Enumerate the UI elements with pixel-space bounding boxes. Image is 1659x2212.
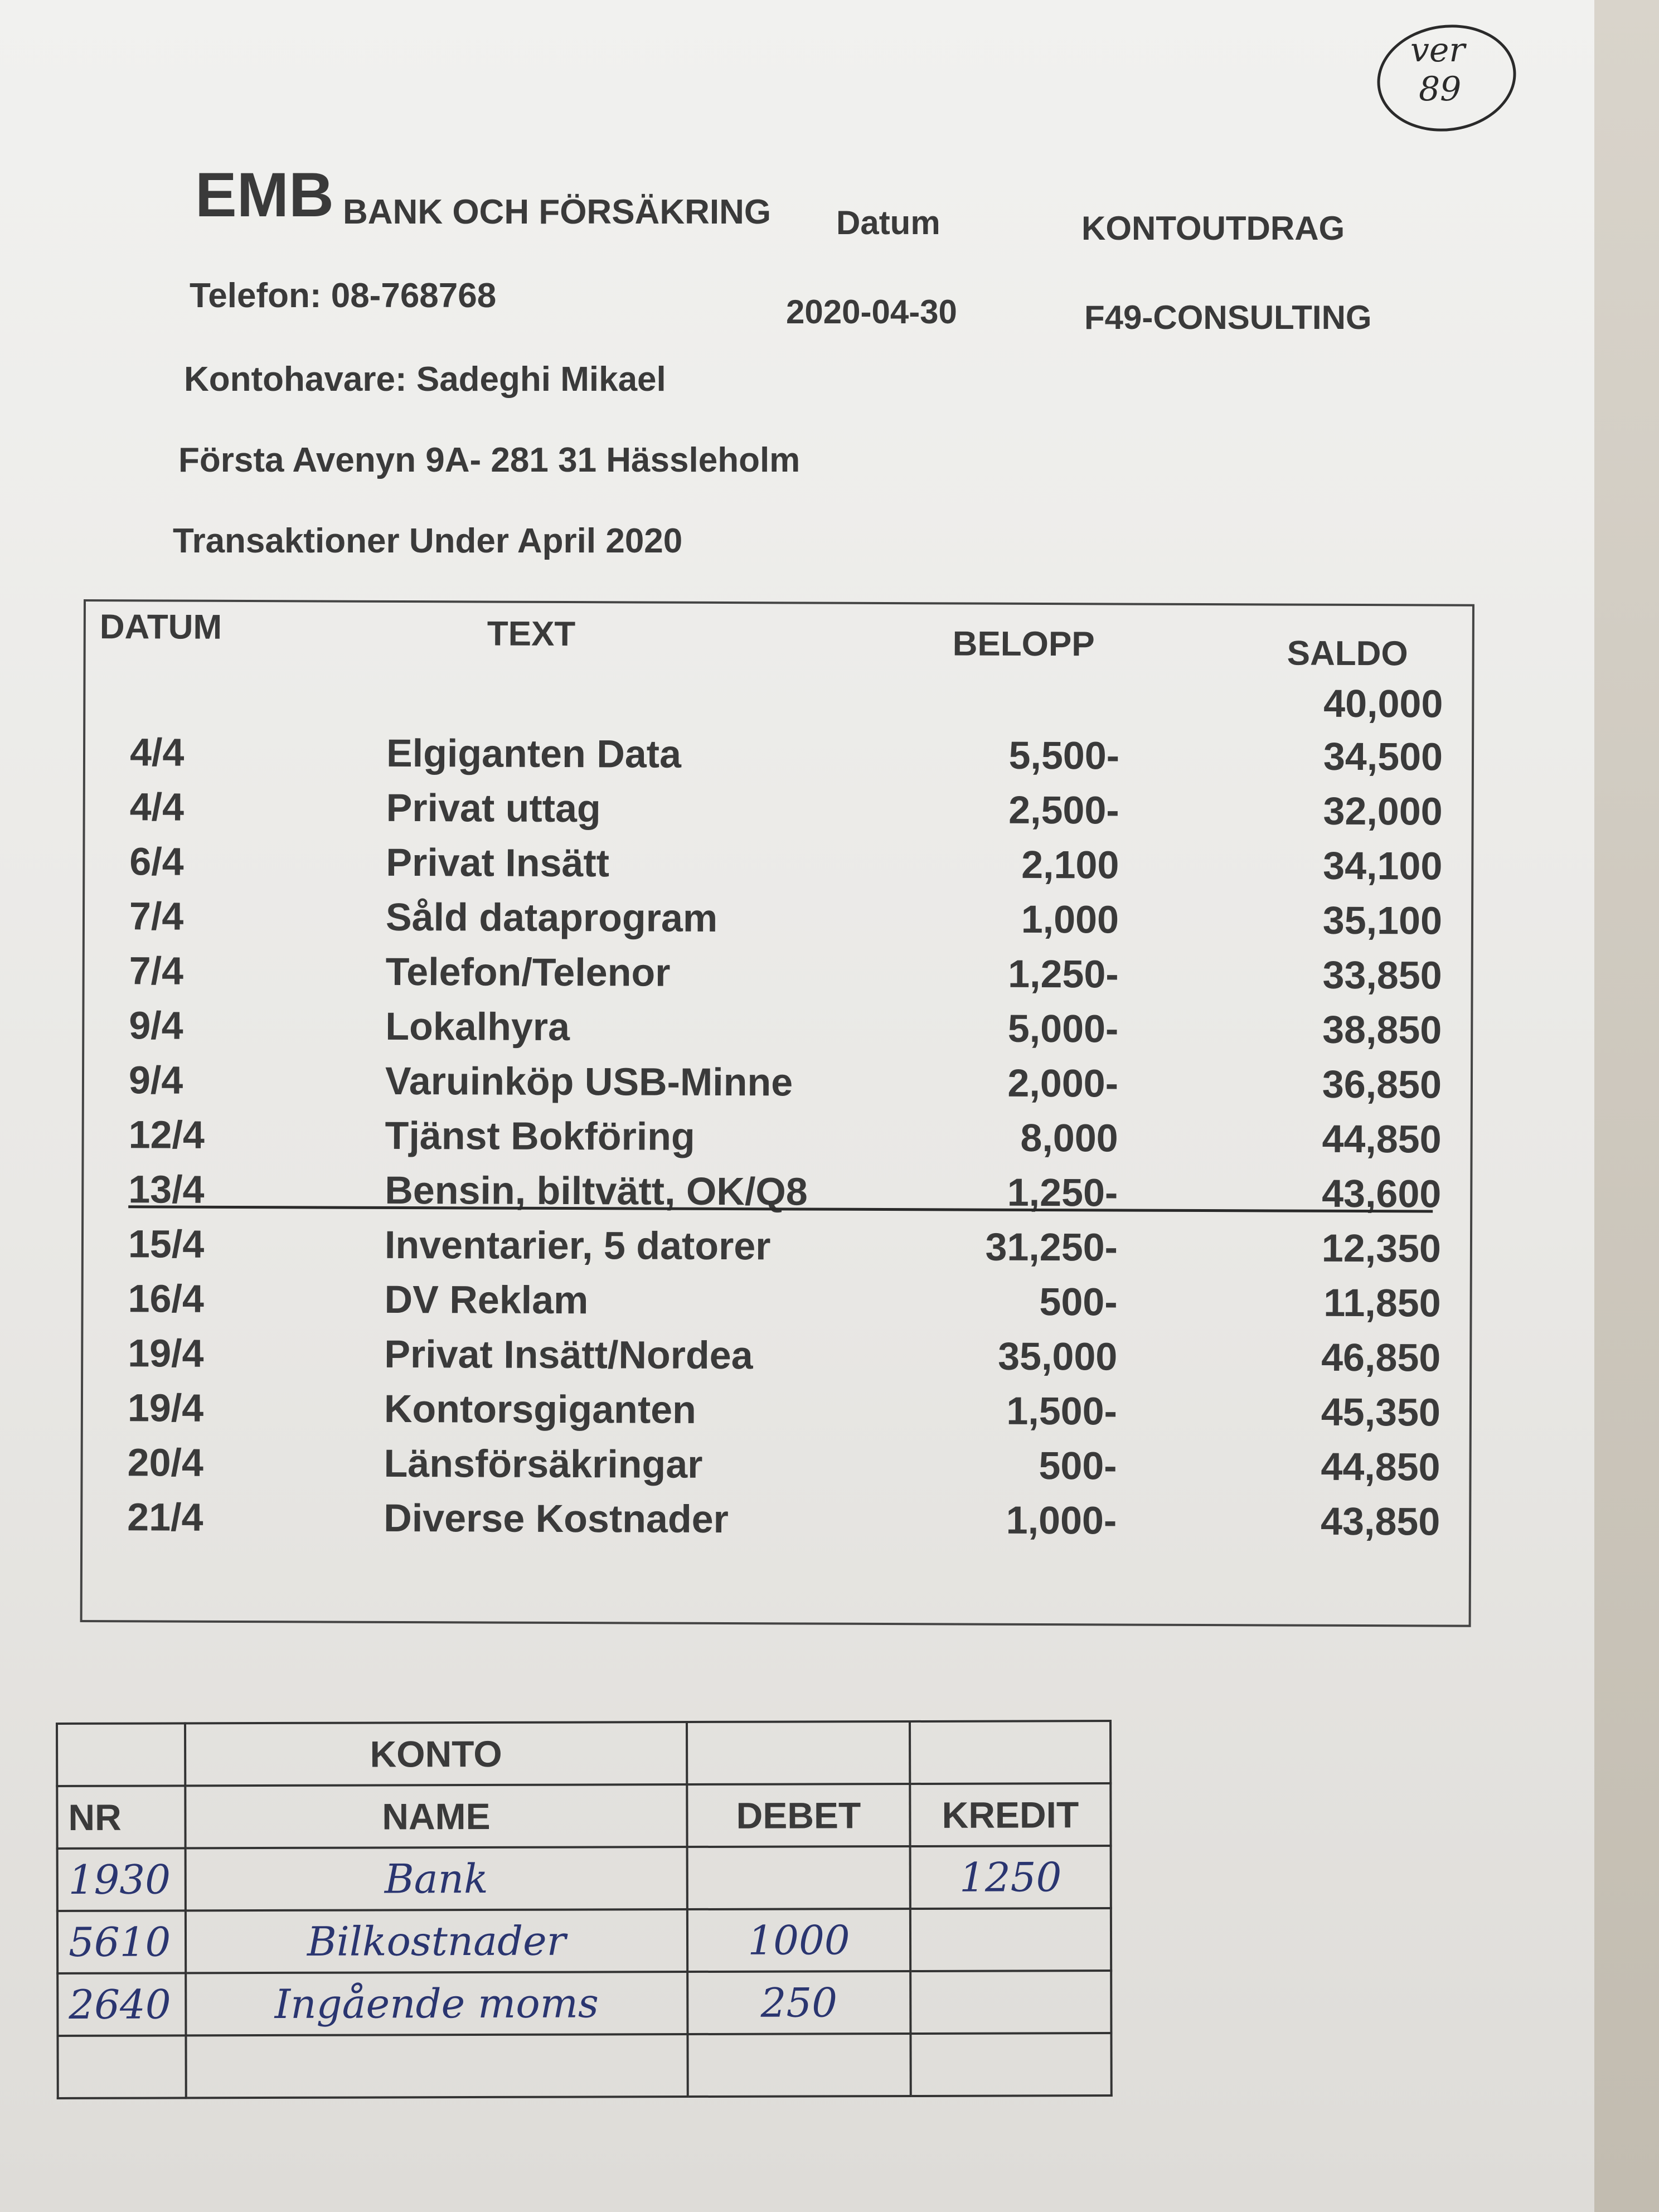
nr-header: NR bbox=[57, 1786, 185, 1849]
opening-balance: 40,000 bbox=[1323, 681, 1443, 726]
account-holder: Kontohavare: Sadeghi Mikael bbox=[184, 360, 666, 399]
transaction-amount: 2,000- bbox=[1007, 1061, 1119, 1105]
account-header-row-2 bbox=[57, 1783, 1110, 1849]
name-header: NAME bbox=[185, 1784, 687, 1848]
transaction-amount: 31,250- bbox=[985, 1225, 1118, 1269]
transaction-date: 20/4 bbox=[127, 1440, 203, 1485]
account-name: Bilkostnader bbox=[186, 1909, 687, 1973]
transaction-row bbox=[85, 839, 1476, 899]
transaction-amount: 1,000 bbox=[1021, 897, 1119, 942]
transaction-amount: 1,000- bbox=[1006, 1498, 1117, 1542]
transaction-amount: 500- bbox=[1039, 1443, 1117, 1488]
transaction-date: 15/4 bbox=[128, 1222, 205, 1266]
transaction-row bbox=[83, 1276, 1474, 1336]
transaction-row bbox=[83, 1440, 1473, 1500]
transaction-balance: 33,850 bbox=[1322, 953, 1442, 997]
document-type: KONTOUTDRAG bbox=[1081, 210, 1345, 247]
account-debet bbox=[687, 1846, 910, 1909]
col-header-text: TEXT bbox=[487, 614, 576, 654]
account-table bbox=[56, 1720, 1113, 2099]
transaction-date: 4/4 bbox=[129, 785, 185, 829]
transaction-balance: 34,100 bbox=[1323, 843, 1443, 888]
phone-number: Telefon: 08-768768 bbox=[190, 276, 497, 315]
bank-name: BANK OCH FÖRSÄKRING bbox=[343, 193, 772, 231]
col-header-amount: BELOPP bbox=[952, 624, 1095, 664]
transaction-balance: 44,850 bbox=[1321, 1444, 1440, 1489]
transaction-row bbox=[85, 784, 1476, 844]
account-kredit: 1250 bbox=[910, 1846, 1111, 1909]
transaction-balance: 44,850 bbox=[1322, 1117, 1442, 1161]
datum-label: Datum bbox=[836, 204, 940, 241]
transaction-balance: 12,350 bbox=[1321, 1226, 1442, 1270]
transaction-row bbox=[85, 730, 1476, 789]
account-kredit bbox=[910, 1971, 1111, 2034]
transaction-date: 6/4 bbox=[129, 840, 184, 884]
transaction-date: 13/4 bbox=[128, 1167, 205, 1211]
transaction-text: Tjänst Bokföring bbox=[385, 1113, 695, 1158]
transaction-row bbox=[84, 1003, 1475, 1063]
col-header-balance: SALDO bbox=[1287, 634, 1408, 673]
transaction-amount: 1,500- bbox=[1006, 1389, 1118, 1433]
transaction-row bbox=[85, 894, 1476, 953]
transaction-balance: 45,350 bbox=[1321, 1390, 1441, 1434]
statement-date: 2020-04-30 bbox=[786, 293, 957, 331]
transaction-text: Diverse Kostnader bbox=[384, 1496, 729, 1541]
transaction-balance: 38,850 bbox=[1322, 1007, 1442, 1052]
account-nr: 2640 bbox=[57, 1973, 186, 2036]
transaction-amount: 8,000 bbox=[1020, 1115, 1118, 1160]
transaction-text: Privat Insätt bbox=[386, 840, 610, 885]
debet-header: DEBET bbox=[687, 1784, 910, 1847]
statement-period: Transaktioner Under April 2020 bbox=[173, 522, 683, 560]
transaction-amount: 2,100 bbox=[1021, 842, 1119, 887]
transaction-amount: 35,000 bbox=[998, 1334, 1118, 1379]
transaction-text: Länsförsäkringar bbox=[384, 1441, 703, 1486]
transaction-balance: 43,850 bbox=[1320, 1499, 1440, 1544]
transaction-row bbox=[83, 1331, 1474, 1390]
transaction-text: Telefon/Telenor bbox=[385, 949, 671, 995]
transaction-amount: 1,250- bbox=[1007, 1170, 1118, 1215]
verification-label: ver bbox=[1410, 31, 1466, 70]
konto-header: KONTO bbox=[185, 1722, 687, 1786]
transaction-text: Elgiganten Data bbox=[386, 731, 682, 776]
transaction-row bbox=[84, 1112, 1474, 1172]
transaction-amount: 5,500- bbox=[1008, 733, 1120, 778]
kredit-header: KREDIT bbox=[910, 1783, 1110, 1846]
transaction-text: Privat uttag bbox=[386, 785, 601, 831]
transaction-date: 12/4 bbox=[128, 1113, 205, 1157]
col-header-date: DATUM bbox=[99, 608, 222, 647]
transaction-date: 4/4 bbox=[129, 730, 185, 774]
transactions-table bbox=[80, 599, 1474, 1627]
transaction-balance: 36,850 bbox=[1322, 1062, 1442, 1107]
address: Första Avenyn 9A- 281 31 Hässleholm bbox=[178, 441, 801, 479]
transaction-balance: 46,850 bbox=[1321, 1335, 1441, 1380]
transaction-row bbox=[84, 1221, 1474, 1281]
transaction-text: Privat Insätt/Nordea bbox=[384, 1332, 753, 1377]
transaction-text: Såld dataprogram bbox=[385, 895, 718, 940]
transaction-date: 9/4 bbox=[128, 1058, 183, 1102]
transaction-text: Lokalhyra bbox=[385, 1004, 570, 1049]
transaction-amount: 2,500- bbox=[1008, 788, 1119, 832]
transaction-date: 19/4 bbox=[128, 1331, 204, 1375]
account-row bbox=[57, 1846, 1111, 1911]
account-kredit bbox=[910, 1908, 1111, 1971]
account-nr: 1930 bbox=[57, 1848, 186, 1911]
transaction-row bbox=[84, 948, 1475, 1008]
account-header-row-1 bbox=[57, 1721, 1110, 1786]
transaction-text: Bensin, biltvätt, OK/Q8 bbox=[385, 1168, 808, 1214]
transaction-date: 16/4 bbox=[128, 1277, 205, 1321]
transaction-date: 7/4 bbox=[129, 894, 184, 938]
transaction-row bbox=[84, 1058, 1475, 1117]
transaction-text: DV Reklam bbox=[384, 1277, 589, 1322]
transaction-row bbox=[83, 1385, 1474, 1445]
transaction-row bbox=[83, 1495, 1473, 1554]
verification-number: 89 bbox=[1419, 70, 1462, 109]
transaction-text: Kontorsgiganten bbox=[384, 1386, 697, 1432]
account-debet: 250 bbox=[687, 1971, 910, 2034]
transaction-date: 9/4 bbox=[129, 1003, 183, 1047]
company-name: F49-CONSULTING bbox=[1084, 299, 1372, 336]
account-row bbox=[57, 1971, 1111, 2036]
transaction-balance: 11,850 bbox=[1323, 1280, 1441, 1325]
account-name: Bank bbox=[186, 1847, 687, 1910]
opening-balance-row bbox=[85, 677, 1476, 736]
transaction-amount: 1,250- bbox=[1008, 952, 1119, 996]
background-surface bbox=[1594, 0, 1659, 2212]
transaction-amount: 5,000- bbox=[1007, 1006, 1119, 1051]
account-row bbox=[57, 1908, 1111, 1973]
account-name: Ingående moms bbox=[186, 1972, 687, 2035]
transaction-date: 19/4 bbox=[127, 1386, 204, 1430]
account-debet: 1000 bbox=[687, 1909, 910, 1972]
transaction-balance: 43,600 bbox=[1322, 1171, 1442, 1216]
transaction-date: 7/4 bbox=[129, 949, 184, 993]
transaction-amount: 500- bbox=[1039, 1279, 1118, 1324]
transaction-date: 21/4 bbox=[127, 1495, 203, 1539]
account-row-empty bbox=[57, 2033, 1111, 2098]
transaction-row bbox=[84, 1167, 1474, 1226]
bank-logo: EMB bbox=[195, 160, 334, 230]
transaction-balance: 32,000 bbox=[1323, 789, 1443, 833]
transaction-text: Inventarier, 5 datorer bbox=[384, 1223, 771, 1268]
transaction-balance: 35,100 bbox=[1322, 898, 1443, 943]
transaction-balance: 34,500 bbox=[1323, 734, 1443, 779]
transaction-text: Varuinköp USB-Minne bbox=[385, 1059, 793, 1104]
account-nr: 5610 bbox=[57, 1910, 186, 1973]
